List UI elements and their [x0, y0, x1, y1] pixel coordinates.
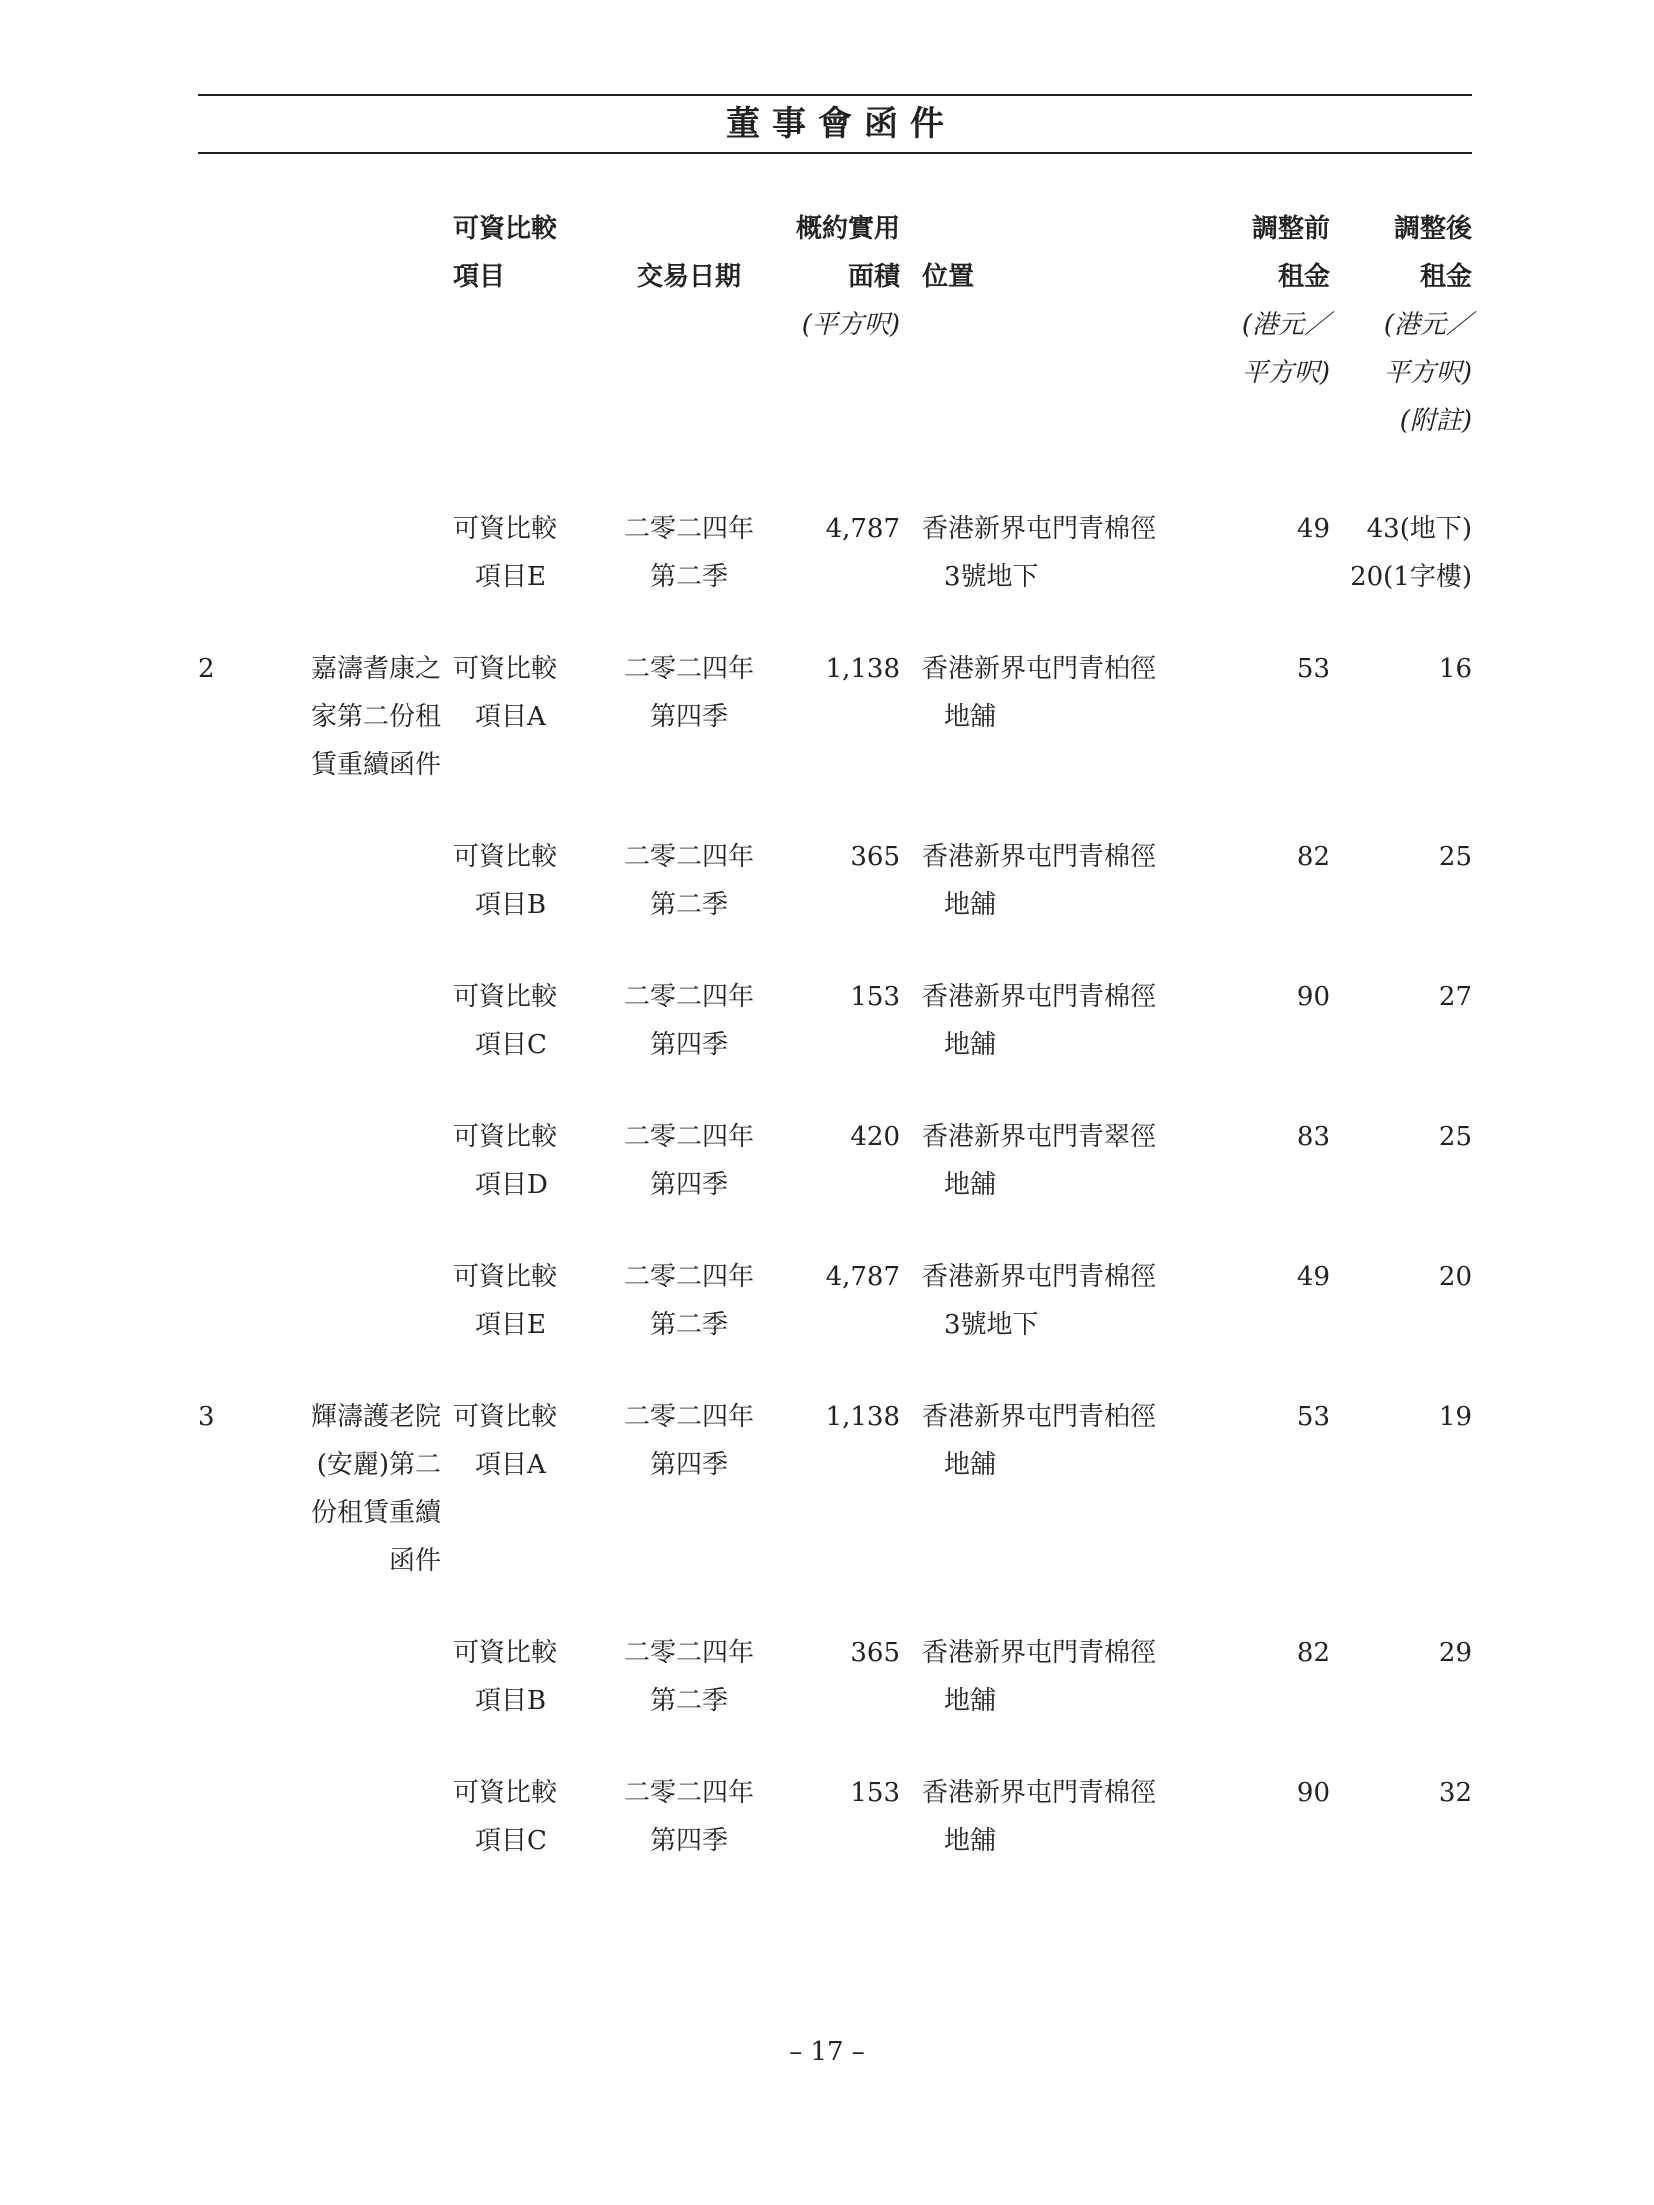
row-comparable-item: 可資比較 項目E — [453, 1262, 558, 1340]
row-number — [198, 1629, 275, 1725]
row-letter-name — [275, 1253, 453, 1349]
row-letter-name — [275, 1629, 453, 1725]
row-rent-before: 53 — [1296, 1402, 1330, 1432]
row-rent-after: 43(地下) 20(1字樓) — [1350, 514, 1472, 592]
row-transaction-date: 二零二四年 第二季 — [623, 842, 754, 920]
row-rent-before: 90 — [1296, 982, 1330, 1012]
table-row — [198, 833, 1472, 929]
row-location: 香港新界屯門青柏徑 地舖 — [922, 654, 1157, 732]
row-transaction-date: 二零二四年 第四季 — [623, 654, 754, 732]
row-number: 3 — [198, 1402, 215, 1432]
row-location: 香港新界屯門青棉徑 地舖 — [922, 982, 1157, 1060]
row-location: 香港新界屯門青柏徑 地舖 — [922, 1402, 1157, 1480]
row-rent-before: 49 — [1296, 514, 1330, 544]
table-row — [198, 505, 1472, 601]
row-rent-after: 29 — [1438, 1638, 1472, 1668]
row-transaction-date: 二零二四年 第四季 — [623, 982, 754, 1060]
row-transaction-date: 二零二四年 第二季 — [623, 1262, 754, 1340]
row-location: 香港新界屯門青棉徑 3號地下 — [922, 1262, 1157, 1340]
table-row — [198, 645, 1472, 789]
page-number: – 17 – — [789, 2037, 865, 2067]
row-rent-after: 27 — [1438, 982, 1472, 1012]
row-comparable-item: 可資比較 項目D — [453, 1122, 558, 1200]
row-number — [198, 1113, 275, 1209]
row-letter-name — [275, 973, 453, 1069]
row-transaction-date: 二零二四年 第二季 — [623, 514, 754, 592]
table-row — [198, 1629, 1472, 1725]
row-area: 365 — [850, 1638, 900, 1668]
row-transaction-date: 二零二四年 第二季 — [623, 1638, 754, 1716]
row-transaction-date: 二零二四年 第四季 — [623, 1402, 754, 1480]
row-area: 153 — [850, 1778, 900, 1808]
row-comparable-item: 可資比較 項目B — [453, 1638, 558, 1716]
table-row — [198, 1393, 1472, 1585]
row-rent-after: 25 — [1438, 1122, 1472, 1152]
table-row — [198, 973, 1472, 1069]
row-rent-after: 25 — [1438, 842, 1472, 872]
header-item: 可資比較 項目 — [453, 214, 558, 292]
row-rent-after: 32 — [1438, 1778, 1472, 1808]
row-rent-before: 49 — [1296, 1262, 1330, 1292]
header-date: 交易日期 — [636, 262, 741, 292]
row-location: 香港新界屯門青棉徑 地舖 — [922, 1778, 1157, 1856]
row-comparable-item: 可資比較 項目A — [453, 1402, 558, 1480]
row-location: 香港新界屯門青棉徑 地舖 — [922, 1638, 1157, 1716]
row-letter-name — [275, 505, 453, 601]
row-location: 香港新界屯門青棉徑 3號地下 — [922, 514, 1157, 592]
row-transaction-date: 二零二四年 第四季 — [623, 1778, 754, 1856]
row-area: 4,787 — [825, 1262, 900, 1292]
table-header-row — [198, 205, 1472, 445]
table-row — [198, 1769, 1472, 1865]
row-letter-name: 嘉濤耆康之 家第二份租 賃重續函件 — [310, 654, 441, 780]
row-number — [198, 505, 275, 601]
row-rent-before: 82 — [1296, 1638, 1330, 1668]
row-comparable-item: 可資比較 項目E — [453, 514, 558, 592]
row-number — [198, 973, 275, 1069]
row-number — [198, 1769, 275, 1865]
row-rent-before: 83 — [1296, 1122, 1330, 1152]
row-rent-before: 90 — [1296, 1778, 1330, 1808]
row-area: 365 — [850, 842, 900, 872]
row-letter-name — [275, 833, 453, 929]
row-number — [198, 833, 275, 929]
row-area: 153 — [850, 982, 900, 1012]
row-rent-after: 16 — [1438, 654, 1472, 684]
row-transaction-date: 二零二四年 第四季 — [623, 1122, 754, 1200]
row-rent-after: 19 — [1438, 1402, 1472, 1432]
page-title: 董事會函件 — [726, 104, 956, 144]
page-header — [198, 94, 1472, 154]
header-rent-before: 調整前 租金 (港元／ 平方呎) — [1241, 214, 1330, 388]
header-rent-after: 調整後 租金 (港元／ 平方呎) (附註) — [1383, 214, 1472, 436]
row-comparable-item: 可資比較 項目C — [453, 1778, 558, 1856]
row-letter-name: 輝濤護老院 (安麗)第二 份租賃重續 函件 — [310, 1402, 441, 1576]
row-rent-before: 82 — [1296, 842, 1330, 872]
header-bottom-rule — [198, 152, 1472, 154]
row-letter-name — [275, 1769, 453, 1865]
comparables-table — [198, 205, 1472, 1865]
header-location: 位置 — [922, 262, 975, 292]
row-comparable-item: 可資比較 項目A — [453, 654, 558, 732]
row-location: 香港新界屯門青棉徑 地舖 — [922, 842, 1157, 920]
row-comparable-item: 可資比較 項目C — [453, 982, 558, 1060]
table-row — [198, 1113, 1472, 1209]
row-letter-name — [275, 1113, 453, 1209]
row-rent-before: 53 — [1296, 654, 1330, 684]
row-number: 2 — [198, 654, 215, 684]
row-area: 420 — [850, 1122, 900, 1152]
table-row — [198, 1253, 1472, 1349]
row-area: 1,138 — [825, 654, 900, 684]
row-rent-after: 20 — [1438, 1262, 1472, 1292]
row-number — [198, 1253, 275, 1349]
header-area: 概約實用 面積 (平方呎) — [795, 214, 900, 340]
row-location: 香港新界屯門青翠徑 地舖 — [922, 1122, 1157, 1200]
row-comparable-item: 可資比較 項目B — [453, 842, 558, 920]
row-area: 4,787 — [825, 514, 900, 544]
row-area: 1,138 — [825, 1402, 900, 1432]
